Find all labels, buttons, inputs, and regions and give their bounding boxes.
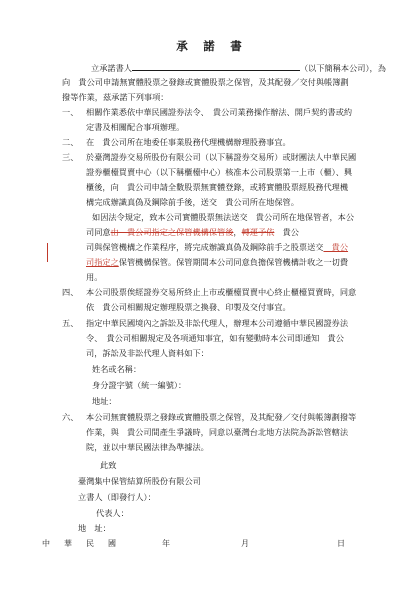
date-day-label: 日 <box>337 539 345 548</box>
revision-text: 司同意 <box>86 227 111 237</box>
intro-line-1 <box>91 62 386 74</box>
item-3-line-4: 構完成辦識真偽及鋼除前手後，送交 貴公司所在地保管。 <box>86 197 299 207</box>
document-title: 承 諾 書 <box>176 39 244 53</box>
deleted-text: 由 貴公司指定之保管機構保管後 <box>110 227 234 237</box>
date-year-label: 年 <box>162 539 170 548</box>
item-3-line-3: 櫃後，向 貴公司申請全數股票無實體登錄，或將實體股票經股務代理機 <box>86 182 349 192</box>
revision-margin-mark <box>47 243 48 262</box>
address-label: 地 址： <box>78 523 111 533</box>
item-6-line-3: 院，並以中華民國法律為準據法。 <box>86 442 209 452</box>
company-name-blank <box>132 62 300 71</box>
item-3-line-2: 證券櫃檯買賣中心（以下稱櫃檯中心）核准本公司股票第一上市（櫃）、興 <box>86 167 353 177</box>
intro-suffix: （以下簡稱本公司），為 <box>299 63 386 73</box>
item-2-number: 二、 <box>62 137 79 147</box>
item-3-line-1: 於臺灣證券交易所股份有限公司（以下稱證券交易所）或財團法人中華民國 <box>86 152 357 162</box>
item-6-number: 六、 <box>62 412 79 422</box>
item-2-line-1: 在 貴公司所在地委任事業股務代理機構辦理股務事宜。 <box>86 137 291 147</box>
revision-text: ， <box>233 227 242 237</box>
item-4-number: 四、 <box>62 287 79 297</box>
paragraph-text: 保管機構保管。保管期間本公司同意負擔保管機構計收之一切費 <box>118 257 349 267</box>
item-1-line-2: 定書及相關配合事項辦理。 <box>86 122 185 132</box>
recipient-name: 臺灣集中保管結算所股份有限公司 <box>78 476 201 486</box>
closing-cizhi: 此致 <box>100 460 117 470</box>
item-3-para2-line-2 <box>86 227 299 238</box>
item-3-para2-line-1: 如因法令規定，致本公司實體股票無法送交 貴公司所在地保管者，本公 <box>92 212 355 222</box>
revision-text: 貴公 <box>274 227 299 237</box>
item-3-para2-line-4 <box>86 257 348 268</box>
item-6-line-1: 本公司無實體股票之發錄或實體股票之保管，及其配發／交付與帳簿劃撥等 <box>86 412 357 422</box>
date-char-guo: 國 <box>108 539 116 548</box>
item-1-line-1: 相關作業悉依中華民國證券法令、 貴公司業務操作辦法、開戶契約書或約 <box>86 107 353 117</box>
inserted-text: 司指定之 <box>86 257 119 267</box>
deleted-text: 轉運予依 <box>241 227 275 237</box>
item-5-line-1: 指定中華民國境內之訴訟及非訟代理人，辦理本公司遵循中華民國證券法 <box>86 318 349 328</box>
paragraph-text: 司與保管機構之作業程序，將完成辦識真偽及鋼除前手之股票送交 <box>86 242 324 252</box>
item-4-line-2: 依 貴公司相關規定辦理股票之換發、印製及交付事宜。 <box>86 302 291 312</box>
representative-label: 代表人： <box>96 508 129 518</box>
item-3-para2-line-5: 用。 <box>86 272 103 282</box>
item-6-line-2: 作業，與 貴公司間產生爭議時，同意以臺灣台北地方法院為訴訟管轄法 <box>86 427 349 437</box>
date-char-min: 民 <box>86 539 94 548</box>
date-month-label: 月 <box>241 539 249 548</box>
item-5-line-3: 司，訴訟及非訟代理人資料如下： <box>86 348 209 358</box>
inserted-text: 貴公 <box>323 242 349 252</box>
date-char-hua: 華 <box>64 539 72 548</box>
item-3-number: 三、 <box>62 152 79 162</box>
item-5-number: 五、 <box>62 318 79 328</box>
agent-id-field: 身分證字號（統一編號）： <box>92 380 187 390</box>
item-3-para2-line-3 <box>86 242 348 253</box>
item-5-line-2: 令、 貴公司相關規定及各項通知事宜，如有變動時本公司即通知 貴公 <box>86 333 344 343</box>
date-char-zhong: 中 <box>42 539 50 548</box>
item-1-number: 一、 <box>62 107 79 117</box>
intro-line-2: 向 貴公司申請無實體股票之發錄或實體股票之保管，及其配發／交付與帳簿劃 <box>62 77 349 87</box>
agent-name-field: 姓名或名稱： <box>92 364 142 374</box>
intro-prefix: 立承諾書人 <box>91 63 132 73</box>
item-4-line-1: 本公司股票俟經證券交易所終止上市或櫃檯買賣中心終止櫃檯買賣時，同意 <box>86 287 357 297</box>
intro-line-3: 撥等作業，茲承諾下列事項： <box>62 92 169 102</box>
signer-label: 立書人（即發行人）： <box>78 492 156 502</box>
agent-address-field: 地址： <box>92 396 117 406</box>
